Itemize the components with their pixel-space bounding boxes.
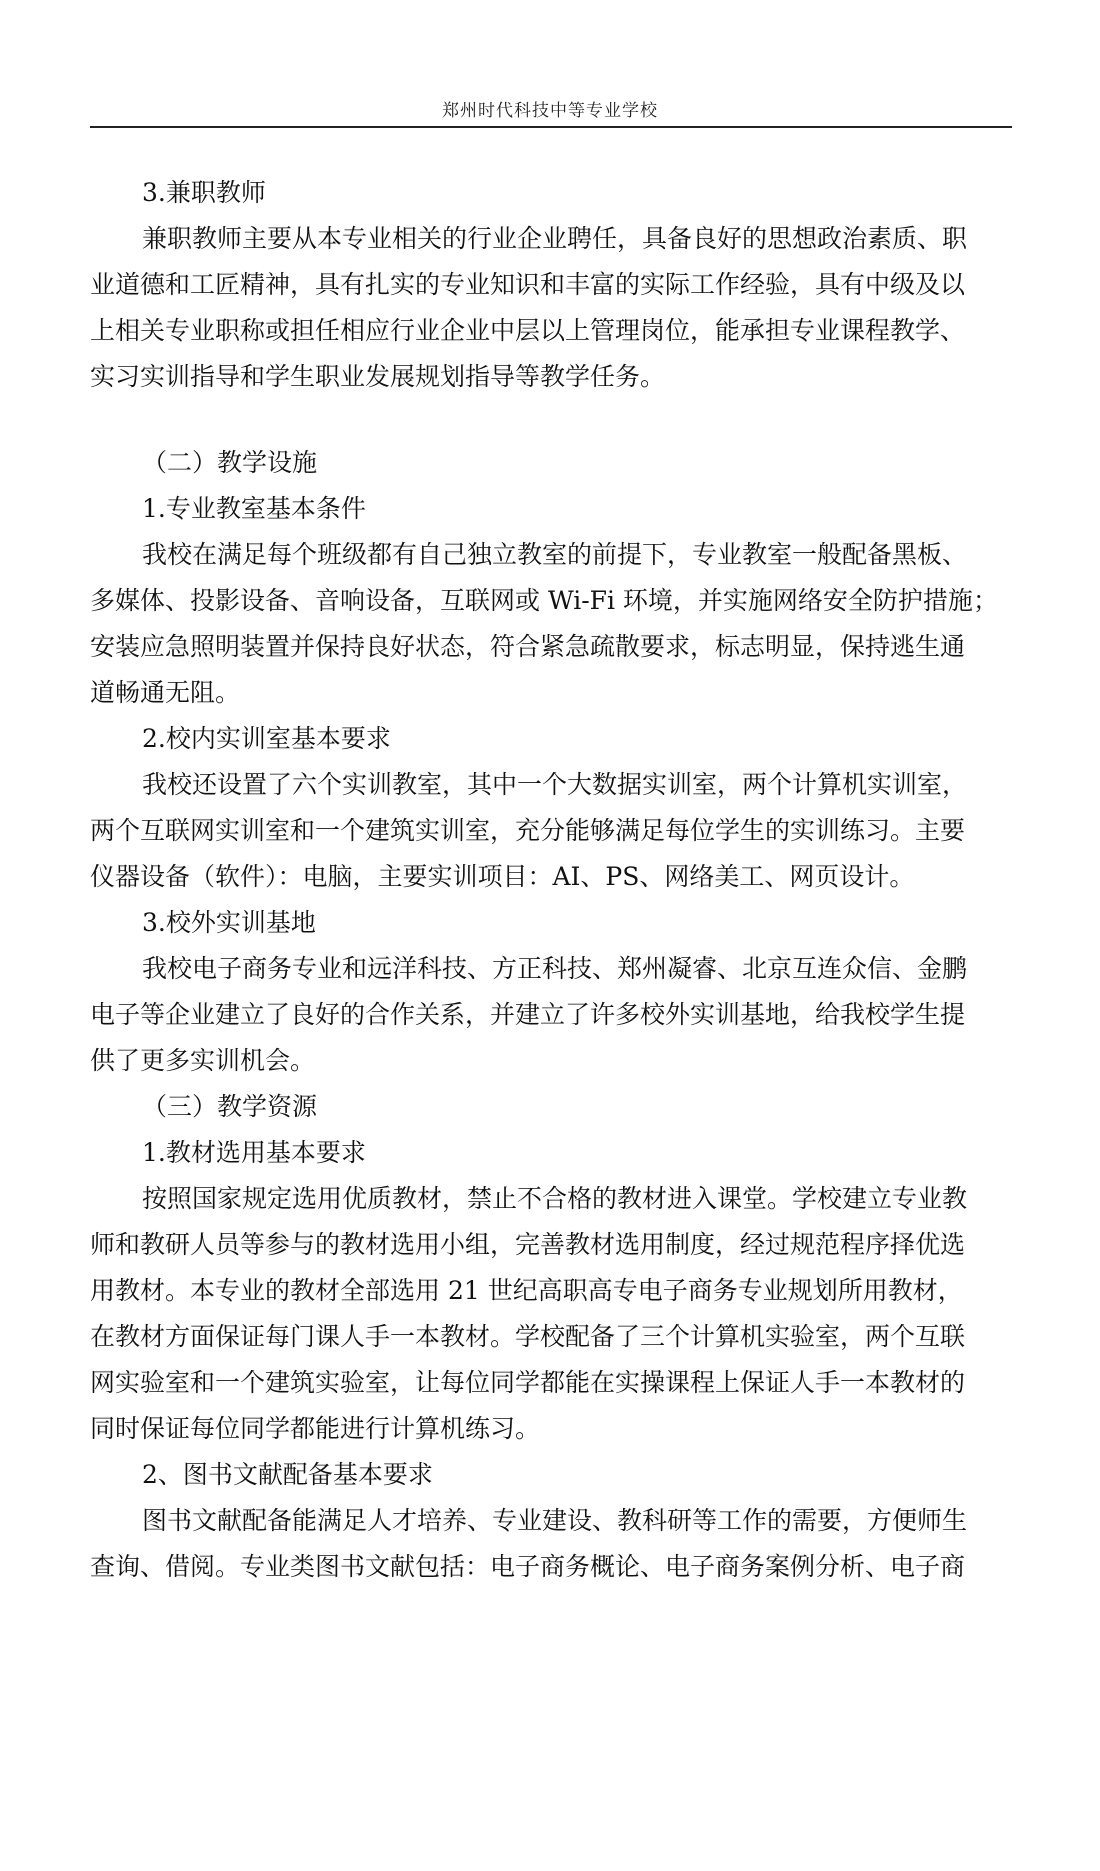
paragraph-line: 按照国家规定选用优质教材，禁止不合格的教材进入课堂。学校建立专业教 <box>142 1184 968 1213</box>
header-school-name: 郑州时代科技中等专业学校 <box>442 101 658 121</box>
paragraph-line: 查询、借阅。专业类图书文献包括：电子商务概论、电子商务案例分析、电子商 <box>90 1552 966 1581</box>
paragraph-line: 我校在满足每个班级都有自己独立教室的前提下，专业教室一般配备黑板、 <box>142 540 968 569</box>
blank-space <box>90 400 1012 440</box>
paragraph-line: 用教材。本专业的教材全部选用 21 世纪高职高专电子商务专业规划所用教材， <box>90 1276 963 1305</box>
paragraph-line: 兼职教师主要从本专业相关的行业企业聘任，具备良好的思想政治素质、职 <box>142 224 968 253</box>
subheading-on-campus-training: 2.校内实训室基本要求 <box>142 724 391 753</box>
document-body <box>90 170 1012 1590</box>
paragraph-line: 师和教研人员等参与的教材选用小组，完善教材选用制度，经过规范程序择优选 <box>90 1230 966 1259</box>
paragraph-line: 上相关专业职称或担任相应行业企业中层以上管理岗位，能承担专业课程教学、 <box>90 316 966 345</box>
paragraph-line: 实习实训指导和学生职业发展规划指导等教学任务。 <box>90 362 666 391</box>
section-heading-teaching-resources: （三）教学资源 <box>142 1092 318 1121</box>
paragraph-line: 我校电子商务专业和远洋科技、方正科技、郑州凝睿、北京互连众信、金鹏 <box>142 954 968 983</box>
paragraph-line: 我校还设置了六个实训教室，其中一个大数据实训室，两个计算机实训室， <box>142 770 968 799</box>
header-divider <box>90 126 1012 128</box>
paragraph-line: 多媒体、投影设备、音响设备，互联网或 Wi-Fi 环境，并实施网络安全防护措施； <box>90 586 998 615</box>
paragraph-line: 同时保证每位同学都能进行计算机练习。 <box>90 1414 541 1443</box>
paragraph-line: 电子等企业建立了良好的合作关系，并建立了许多校外实训基地，给我校学生提 <box>90 1000 966 1029</box>
section-heading-teaching-facilities: （二）教学设施 <box>142 448 318 477</box>
paragraph-line: 两个互联网实训室和一个建筑实训室，充分能够满足每位学生的实训练习。主要 <box>90 816 966 845</box>
section-heading-part-time-teachers: 3.兼职教师 <box>142 178 266 207</box>
subheading-off-campus-training: 3.校外实训基地 <box>142 908 316 937</box>
paragraph-line: 网实验室和一个建筑实验室，让每位同学都能在实操课程上保证人手一本教材的 <box>90 1368 966 1397</box>
paragraph-line: 业道德和工匠精神，具有扎实的专业知识和丰富的实际工作经验，具有中级及以 <box>90 270 966 299</box>
subheading-textbook-selection: 1.教材选用基本要求 <box>142 1138 366 1167</box>
paragraph-line: 供了更多实训机会。 <box>90 1046 316 1075</box>
subheading-classroom-conditions: 1.专业教室基本条件 <box>142 494 366 523</box>
paragraph-line: 图书文献配备能满足人才培养、专业建设、教科研等工作的需要，方便师生 <box>142 1506 968 1535</box>
paragraph-line: 仪器设备（软件）：电脑，主要实训项目：AI、PS、网络美工、网页设计。 <box>90 862 915 891</box>
paragraph-line: 安装应急照明装置并保持良好状态，符合紧急疏散要求，标志明显，保持逃生通 <box>90 632 966 661</box>
subheading-library-resources: 2、图书文献配备基本要求 <box>142 1460 433 1489</box>
paragraph-line: 在教材方面保证每门课人手一本教材。学校配备了三个计算机实验室，两个互联 <box>90 1322 966 1351</box>
paragraph-line: 道畅通无阻。 <box>90 678 241 707</box>
